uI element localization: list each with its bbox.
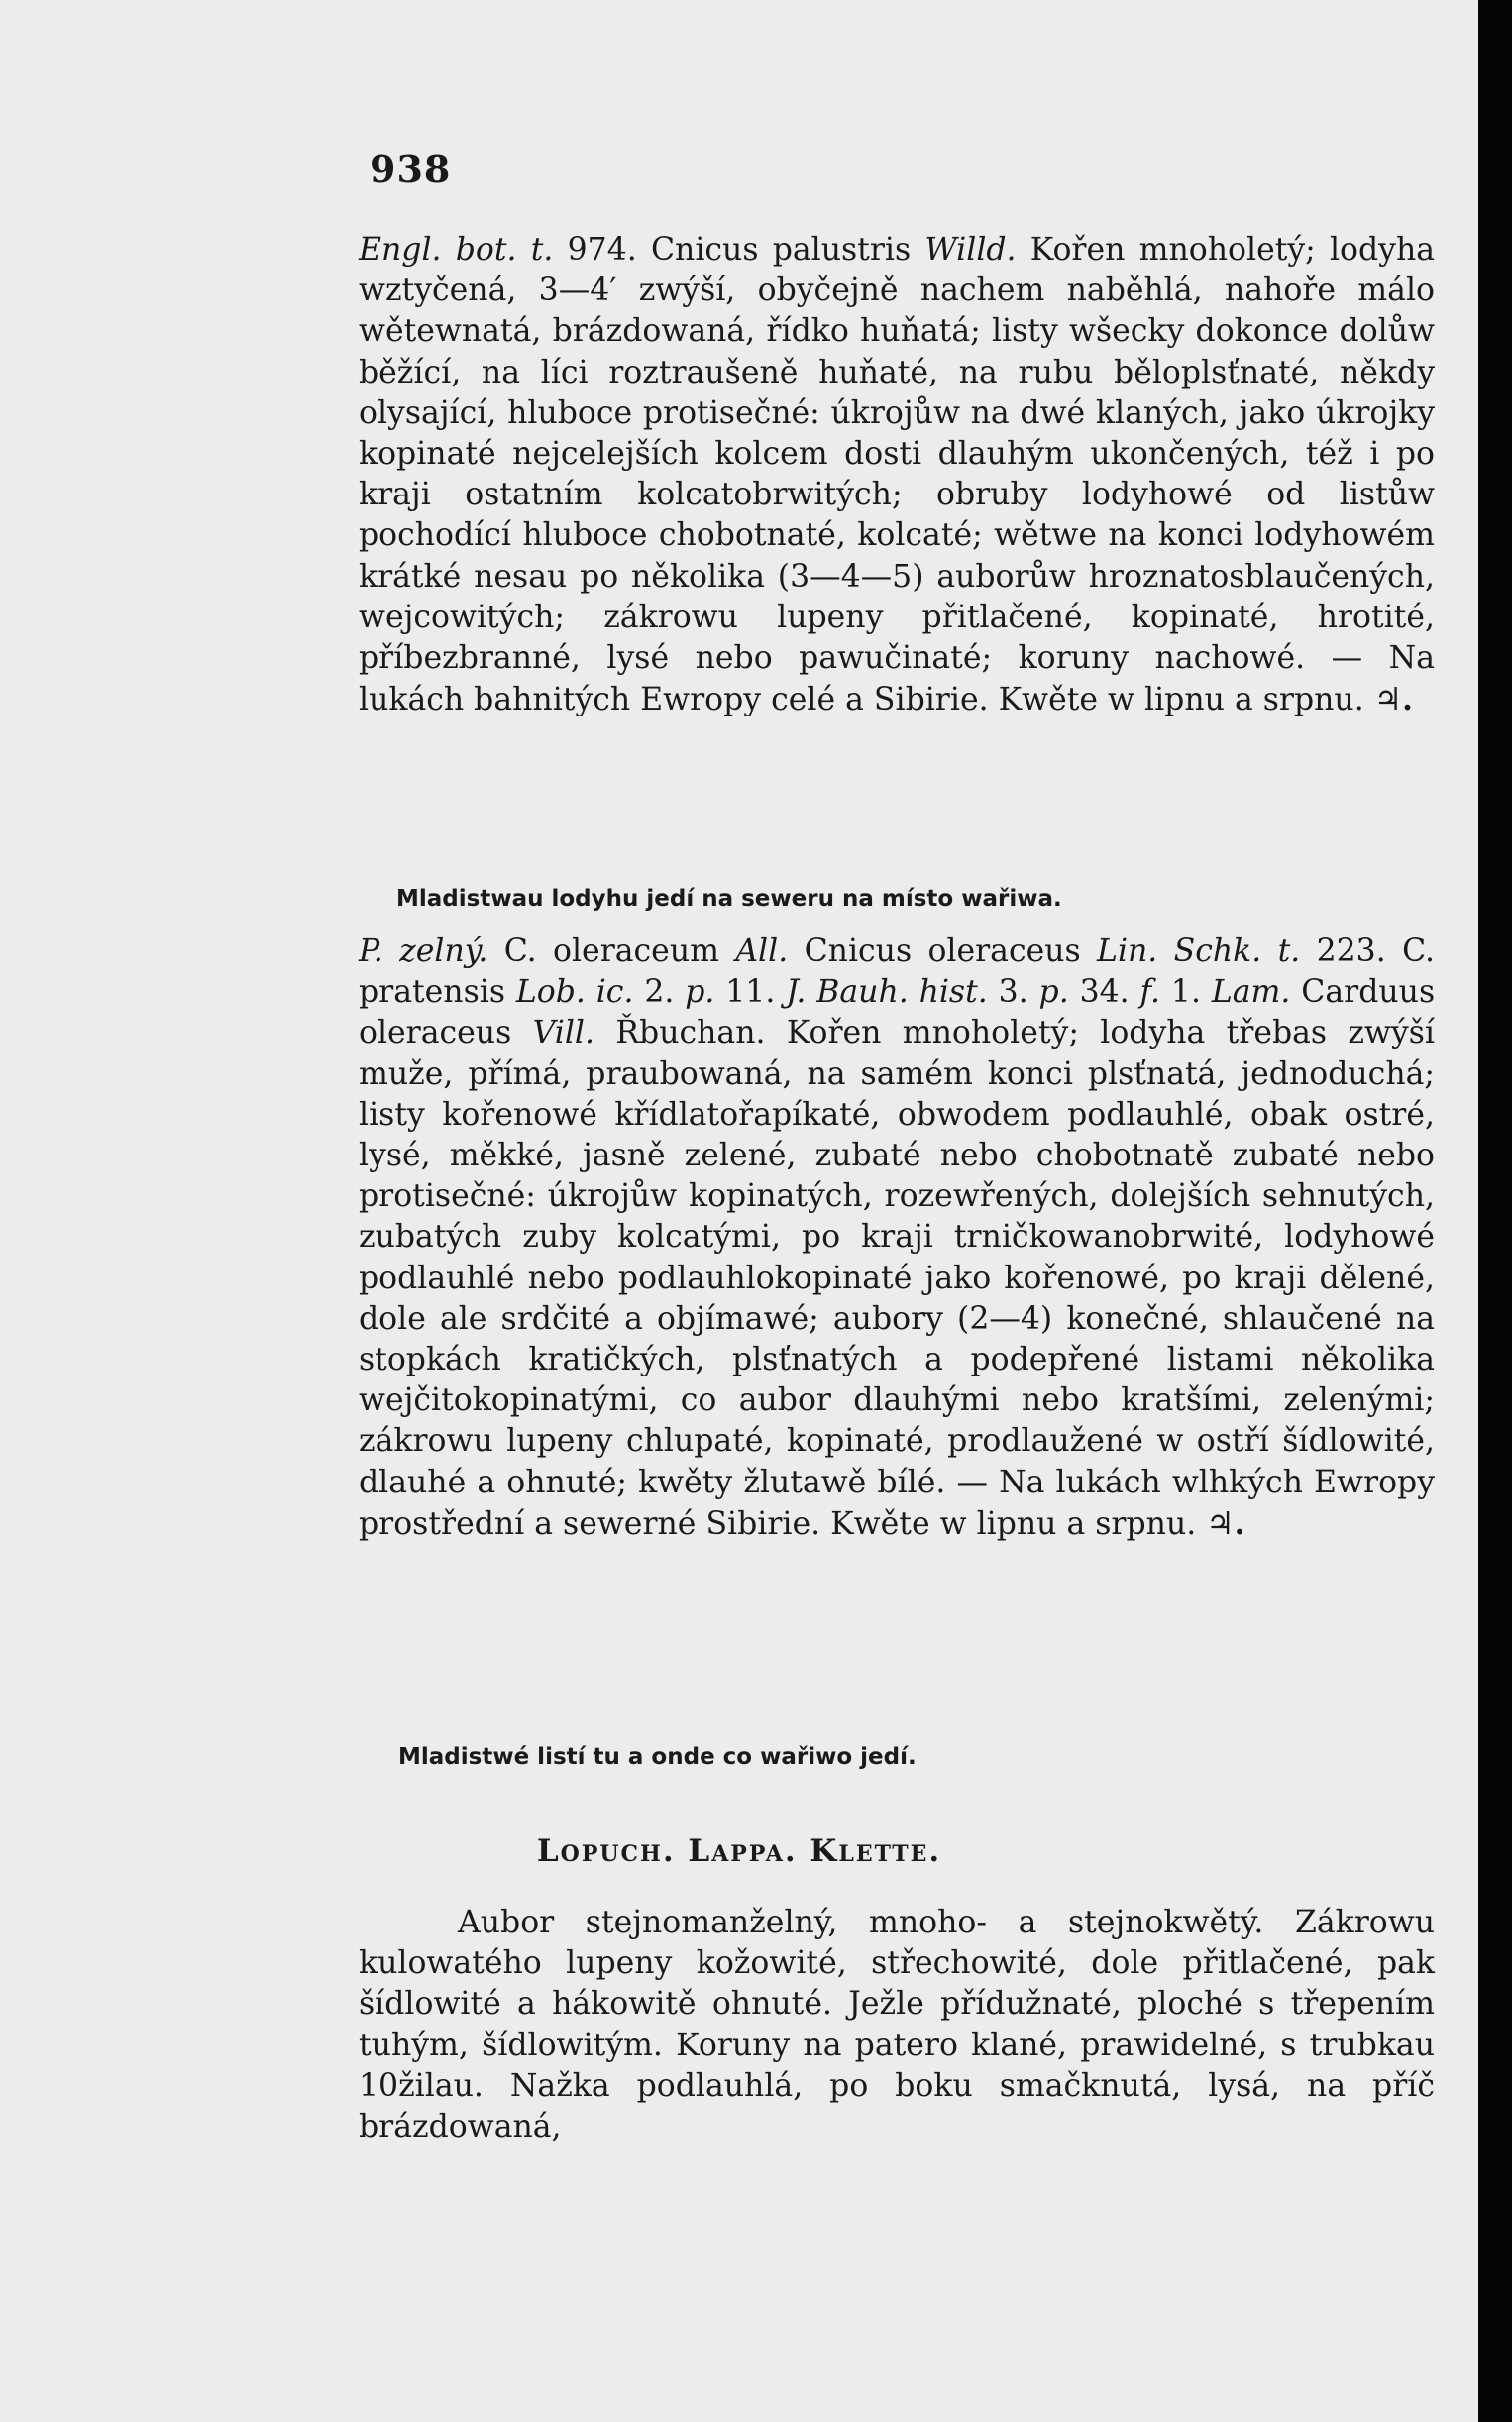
latin-name: C. oleraceum — [503, 934, 719, 969]
ref-number: 11. — [725, 974, 776, 1011]
synonym-author: Vill. — [532, 1015, 595, 1051]
ref-number: 1. — [1170, 974, 1201, 1011]
page-number: 938 — [370, 147, 452, 191]
species-description: Kořen mnoholetý; lodyha wztyčená, 3—4′ zwýší, obyčejně nachem naběhlá, nahoře málo wětewnatá, brázdowaná, řídko huňatá; listy wšecky dokonce dolůw běžící, na líci roztraušeně huňaté, na rubu běloplsťnaté, někdy olysající, hluboce protisečné: úkrojůw na dwé klaných, jako úkrojky kopinaté nejcelejších kolcem dosti dlauhým ukončených, též i po kraji ostatním kolcatobrwitých; obruby lodyhowé od listůw pochodící hluboce chobotnaté, kolcaté; wětwe na konci lodyhowém krátké nesau po několika (3—4—5) auborůw hroznatosblaučených, wejcowitých; zákrowu lupeny přitlačené, kopinaté, hrotité, příbezbranné, lysé nebo pawučinaté; koruny nachowé. — Na lukách bahnitých Ewropy celé a Sibirie. Kwěte w lipnu a srpnu. — [359, 232, 1436, 718]
ref-number: 34. — [1079, 974, 1130, 1011]
usage-note: Mladistwé listí tu a onde co wařiwo jedí. — [398, 1744, 917, 1770]
czech-name: P. zelný. — [359, 934, 488, 969]
ref-page: p. — [1038, 974, 1069, 1011]
latin-author: All. — [735, 934, 789, 969]
usage-note: Mladistwau lodyhu jedí na seweru na místo wařiwa. — [396, 886, 1062, 912]
genus-heading: Lopuch. Lappa. Klette. — [536, 1833, 942, 1869]
entry-cnicus-palustris — [359, 230, 1435, 720]
source-reference: J. Bauh. hist. — [786, 974, 988, 1011]
perennial-symbol: ♃. — [1206, 1504, 1245, 1542]
ref-number: 2. — [644, 974, 675, 1011]
plate-number: 223. — [1316, 934, 1386, 969]
genus-description: Aubor stejnomanželný, mnoho- a stejnokwětý. Zákrowu kulowatého lupeny kožowité, střechowité, dole přitlačené, pak šídlowité a hákowitě ohnuté. Ježle přídužnaté, ploché s třepením tuhým, šídlowitým. Koruny na patero klané, prawidelné, s trubkau 10žilau. Nažka podlauhlá, po boku smačknutá, lysá, na příč brázdowaná, — [359, 1905, 1435, 2146]
source-reference: Schk. t. — [1173, 934, 1301, 969]
plate-number: 974. — [567, 232, 637, 268]
species-description: Kořen mnoholetý; lodyha třebas zwýší muže, přímá, praubowaná, na samém konci plsťnatá, jednoduchá; listy kořenowé křídlatořapíkaté, obwodem podlauhlé, obak ostré, lysé, měkké, jasně zelené, zubaté nebo chobotnatě zubaté nebo protisečné: úkrojůw kopinatých, rozewřených, dolejších sehnutých, zubatých zuby kolcatými, po kraji trničkowanobrwité, lodyhowé podlauhlé nebo podlauhlokopinaté jako kořenowé, po kraji dělené, dole ale srdčité a objímawé; aubory (2—4) konečné, shlaučené na stopkách kratičkých, plsťnatých a podepřené listami několika wejčitokopinatými, co aubor dlauhými nebo kratšími, zelenými; zákrowu lupeny chlupaté, kopinaté, prodlaužené w ostří šídlowité, dlauhé a ohnuté; kwěty žlutawě bílé. — Na lukách wlhkých Ewropy prostřední a sewerné Sibirie. Kwěte w lipnu a srpnu. — [359, 1015, 1435, 1542]
perennial-symbol: ♃. — [1373, 681, 1413, 718]
source-reference: Lam. — [1211, 974, 1291, 1011]
species-author: Willd. — [924, 232, 1017, 268]
source-reference: Lob. ic. — [515, 974, 634, 1011]
synonym-author: Lin. — [1097, 934, 1158, 969]
synonym: Cnicus oleraceus — [804, 934, 1081, 969]
ref-page: p. — [685, 974, 715, 1011]
ref-figure: f. — [1139, 974, 1161, 1011]
common-name: Řbuchan. — [615, 1015, 766, 1051]
scan-edge — [1478, 0, 1512, 2422]
synonym: C. pratensis — [359, 934, 1436, 1011]
entry-cnicus-oleraceum — [359, 932, 1435, 1545]
source-reference: Engl. bot. t. — [359, 232, 554, 268]
species-name: Cnicus palustris — [650, 232, 912, 268]
ref-number: 3. — [998, 974, 1028, 1011]
synonym: Carduus oleraceus — [359, 974, 1436, 1051]
